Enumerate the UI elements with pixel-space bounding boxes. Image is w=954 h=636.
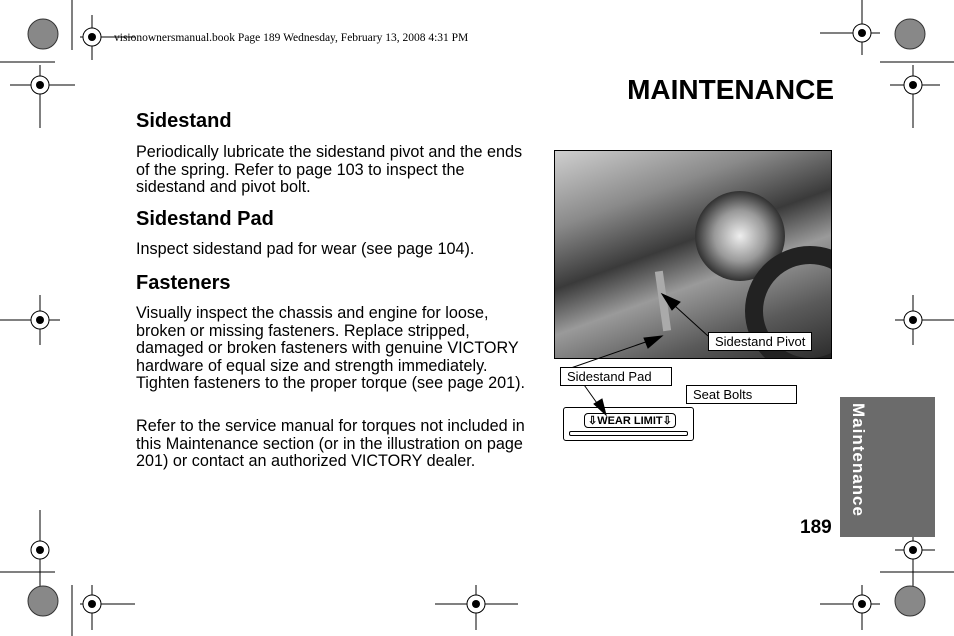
label-sidestand-pad: Sidestand Pad: [560, 367, 672, 386]
heading-fasteners: Fasteners: [136, 272, 231, 294]
page-title: MAINTENANCE: [627, 74, 834, 105]
paragraph-fasteners-2: Refer to the service manual for torques not included in this Maintenance section (or in the illustration on page 201) or contact an authorized VICTORY dealer.: [136, 417, 525, 471]
section-tab-label: Maintenance: [849, 403, 868, 517]
label-seat-bolts: Seat Bolts: [686, 385, 797, 404]
paragraph-fasteners-1: Visually inspect the chassis and engine for loose, broken or missing fasteners. Replace stripped, damaged or broken fasteners with genuine VICTORY hardware of equal size and strength immediately. Tighten fasteners to the proper torque (see page 201).: [136, 304, 526, 393]
heading-sidestand: Sidestand: [136, 110, 232, 132]
print-header: visionownersmanual.book Page 189 Wednesday, February 13, 2008 4:31 PM: [114, 32, 469, 44]
label-sidestand-pivot: Sidestand Pivot: [708, 332, 812, 351]
paragraph-sidestand: Periodically lubricate the sidestand pivot and the ends of the spring. Refer to page 103 to inspect the sidestand and pivot bolt.: [136, 143, 523, 197]
wear-limit-pad-diagram: [563, 407, 694, 441]
page-number: 189: [800, 517, 832, 538]
paragraph-sidestand-pad: Inspect sidestand pad for wear (see page 104).: [136, 240, 475, 258]
heading-sidestand-pad: Sidestand Pad: [136, 208, 274, 230]
wear-limit-text: ⇩WEAR LIMIT⇩: [584, 413, 676, 428]
